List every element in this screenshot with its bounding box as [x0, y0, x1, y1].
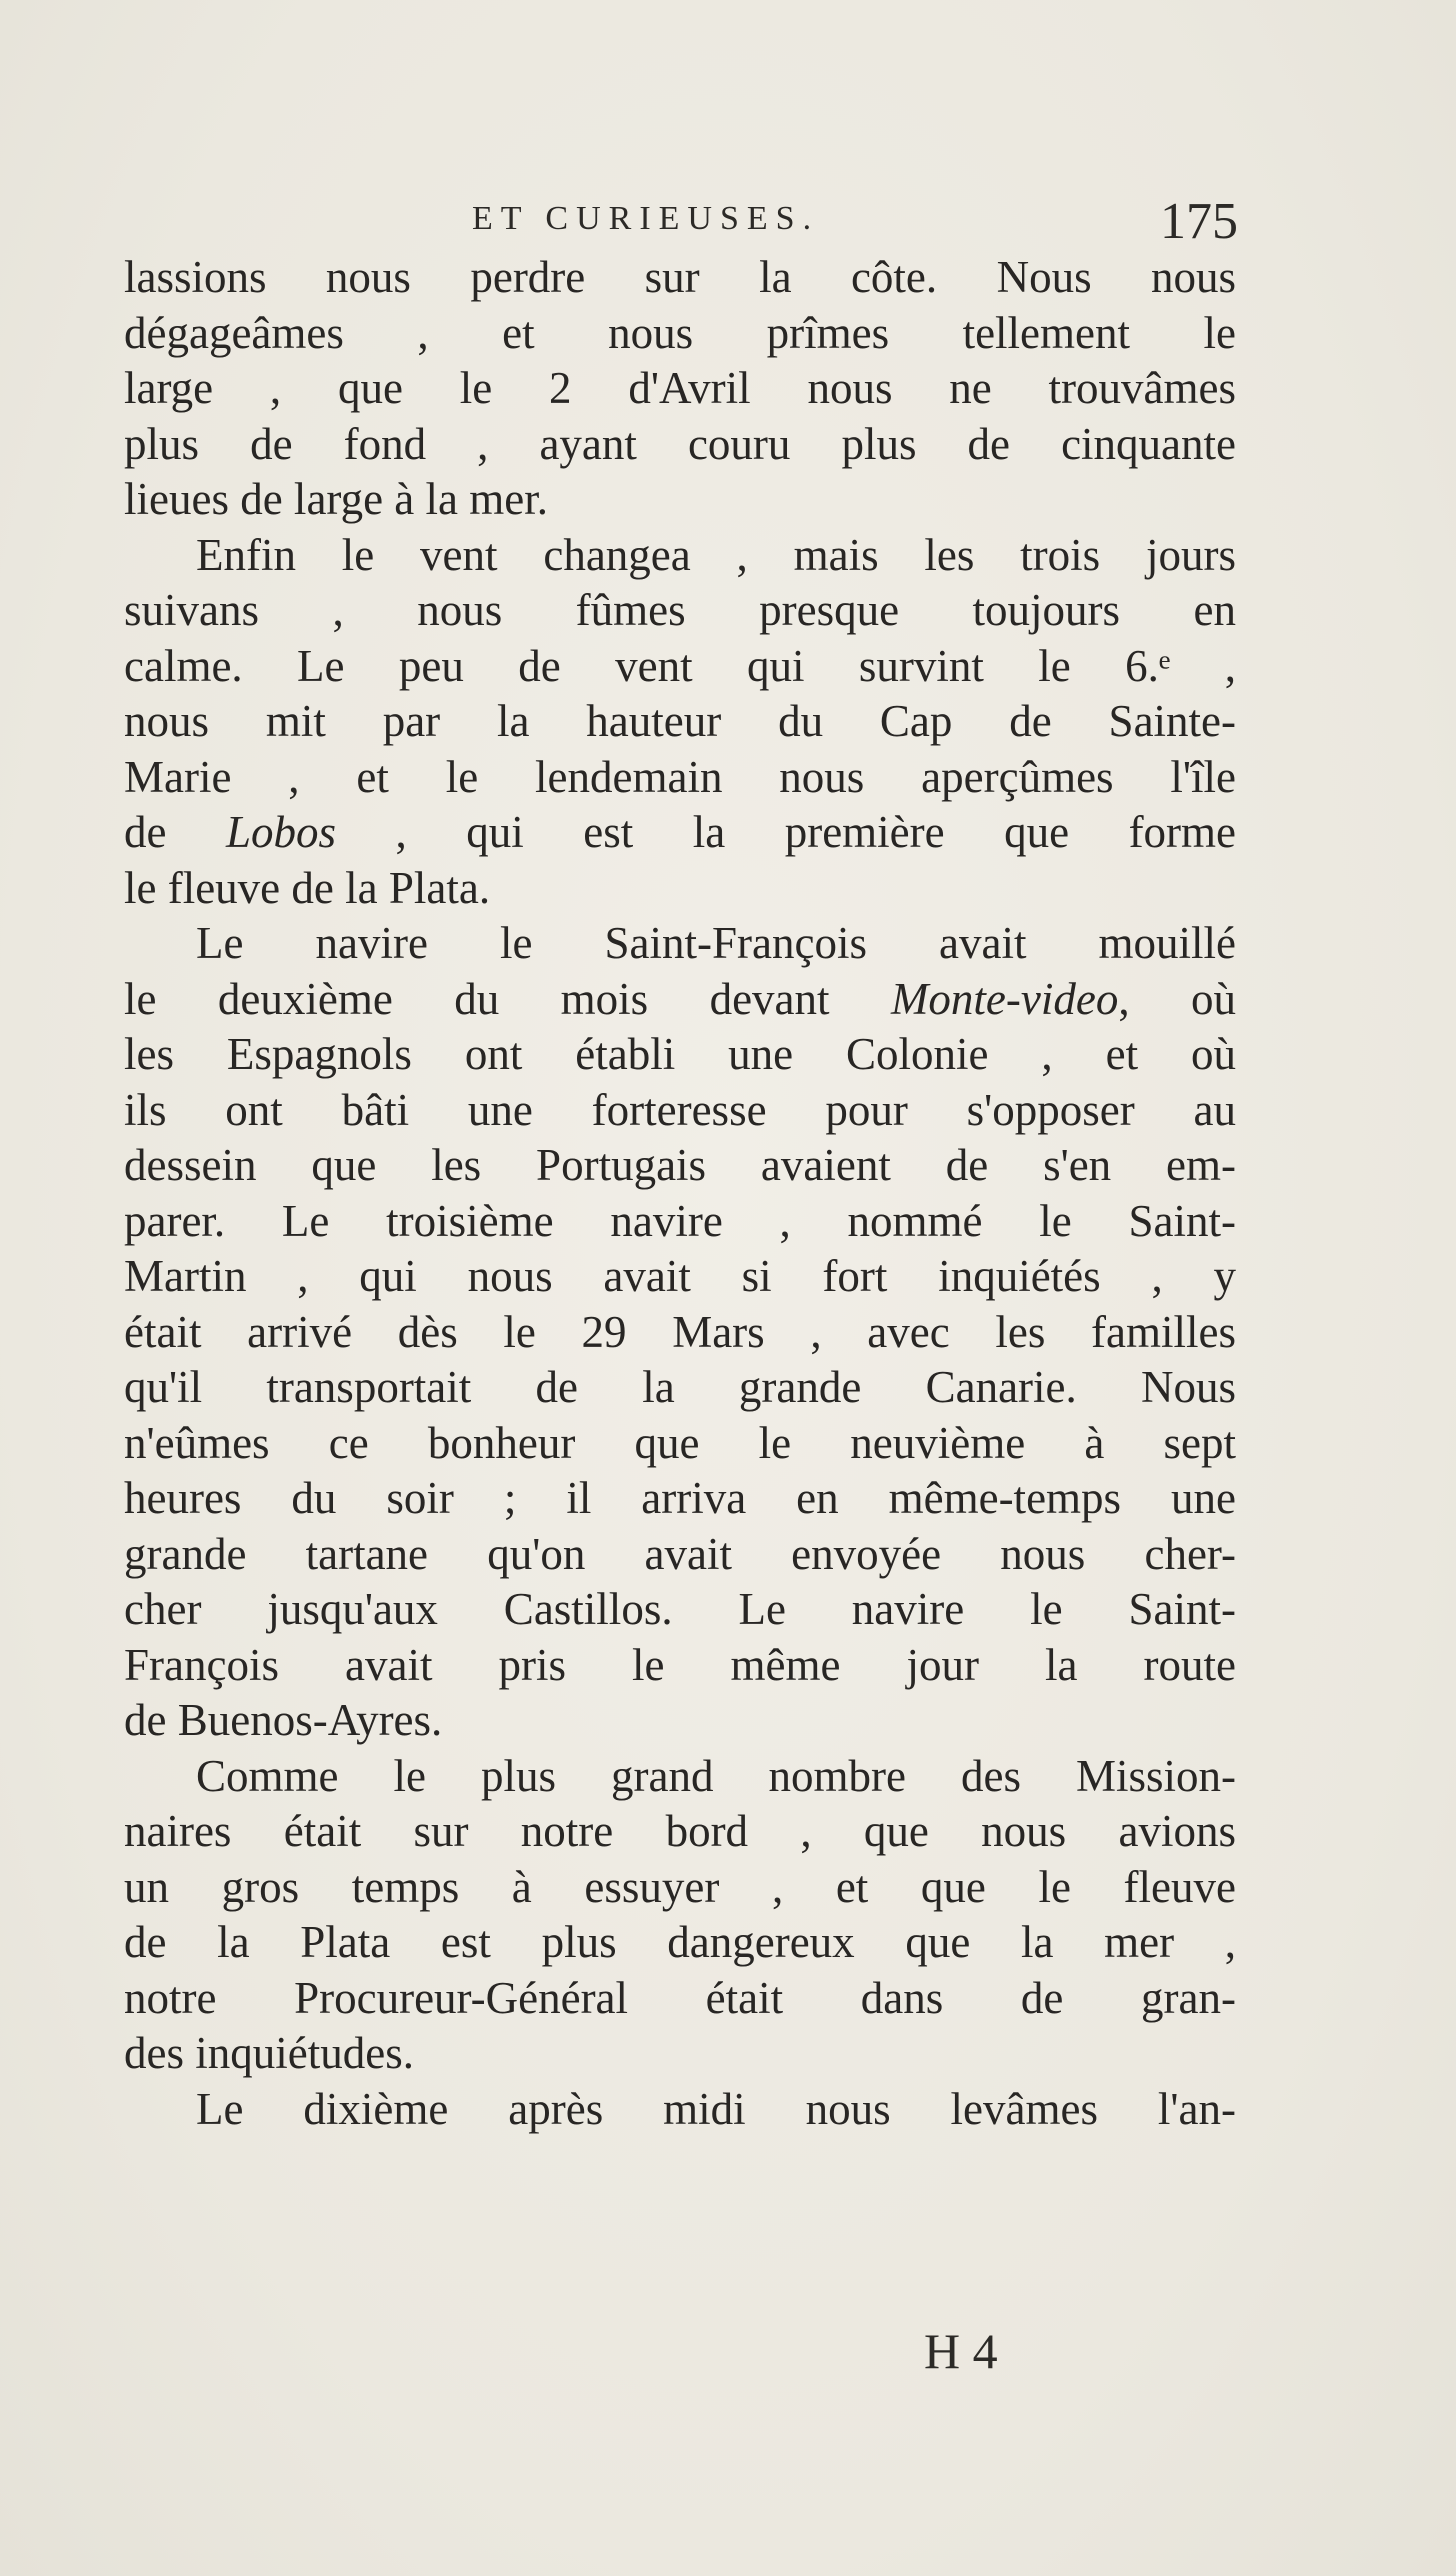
text-line: lassions nous perdre sur la côte. Nous nous	[124, 252, 1236, 302]
text-line: large , que le 2 d'Avril nous ne trouvâmes	[124, 363, 1236, 413]
text-line: de la Plata est plus dangereux que la mer ,	[124, 1917, 1236, 1967]
text-line-with-italic	[124, 805, 1236, 861]
body-text	[124, 250, 1236, 2137]
text-line-with-italic	[124, 972, 1236, 1028]
text-line: grande tartane qu'on avait envoyée nous cher-	[124, 1528, 1236, 1579]
text-line: Martin , qui nous avait si fort inquiétés , y	[124, 1251, 1236, 1301]
text-line: François avait pris le même jour la route	[124, 1639, 1236, 1690]
text-line: heures du soir ; il arriva en même-temps une	[124, 1473, 1236, 1523]
text-fragment: le deuxième du mois devant	[124, 973, 830, 1024]
text-line: dessein que les Portugais avaient de s'en em-	[124, 1140, 1236, 1190]
italic-place-name: Monte-video	[890, 973, 1119, 1024]
text-line: était arrivé dès le 29 Mars , avec les familles	[124, 1306, 1236, 1357]
italic-place-name: Lobos	[225, 807, 337, 857]
text-line: dégageâmes , et nous prîmes tellement le	[124, 307, 1236, 358]
text-line: Marie , et le lendemain nous aperçûmes l'île	[124, 751, 1236, 802]
text-line: de Buenos-Ayres.	[124, 1695, 443, 1745]
page-number: 175	[1160, 193, 1238, 250]
paragraph-start-line: Comme le plus grand nombre des Mission-	[196, 1750, 1236, 1801]
text-line: naires était sur notre bord , que nous avions	[124, 1806, 1236, 1856]
text-line: ils ont bâti une forteresse pour s'opposer au	[124, 1084, 1236, 1135]
running-title: ET CURIEUSES.	[472, 200, 820, 237]
text-fragment: , où	[1118, 973, 1237, 1024]
paragraph-start-line: Le dixième après midi nous levâmes l'an-	[196, 2083, 1236, 2134]
text-line: des inquiétudes.	[124, 2028, 414, 2078]
catchword-signature: H 4	[924, 2323, 998, 2379]
text-line: calme. Le peu de vent qui survint le 6.ᵉ ,	[124, 640, 1236, 691]
text-line: lieues de large à la mer.	[124, 474, 548, 524]
text-line: suivans , nous fûmes presque toujours en	[124, 585, 1236, 635]
text-line: un gros temps à essuyer , et que le fleuve	[124, 1861, 1236, 1912]
text-line: n'eûmes ce bonheur que le neuvième à sept	[124, 1417, 1236, 1468]
text-line: plus de fond , ayant couru plus de cinquante	[124, 418, 1236, 469]
text-fragment: qui est la première que forme	[466, 807, 1237, 857]
text-fragment: de	[124, 807, 167, 857]
text-line: notre Procureur-Général était dans de gran-	[124, 1972, 1236, 2023]
text-line: nous mit par la hauteur du Cap de Sainte-	[124, 696, 1236, 746]
text-line: les Espagnols ont établi une Colonie , et où	[124, 1029, 1236, 1079]
text-line: parer. Le troisième navire , nommé le Saint-	[124, 1195, 1236, 1246]
text-line: cher jusqu'aux Castillos. Le navire le Saint-	[124, 1584, 1236, 1634]
text-line: qu'il transportait de la grande Canarie. Nous	[124, 1362, 1236, 1412]
text-line: le fleuve de la Plata.	[124, 862, 491, 913]
paragraph-start-line: Le navire le Saint-François avait mouillé	[196, 918, 1236, 968]
paragraph-start-line: Enfin le vent changea , mais les trois jours	[196, 529, 1236, 580]
page-header	[118, 192, 1238, 252]
text-fragment: ,	[395, 807, 407, 857]
